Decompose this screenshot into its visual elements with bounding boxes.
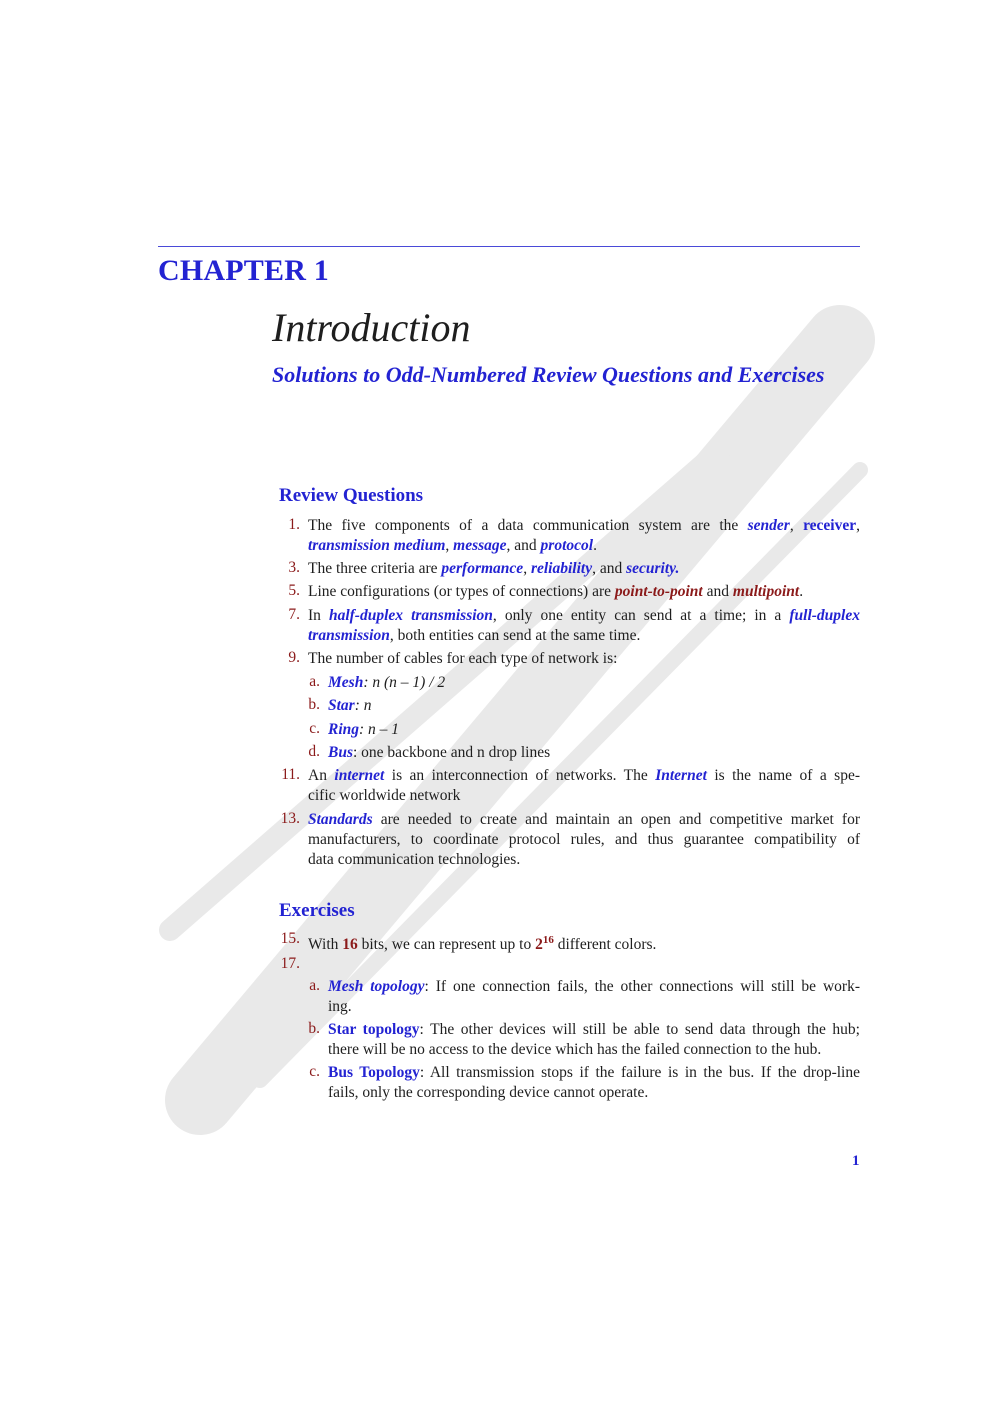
q5-number: 5. [288, 582, 300, 599]
q15-line: With 16 bits, we can represent up to $2^{16}$ different colors. [308, 934, 657, 954]
review-questions-heading: Review Questions [279, 485, 424, 506]
q17-item-mesh-line2: ing. [328, 998, 352, 1015]
q11-number: 11. [281, 766, 300, 783]
q11-line1: An internet is an interconnection of networks. The Internet is the name of a spe- [308, 767, 860, 784]
q17-item-bus-line1: Bus Topology: All transmission stops if the failure is in the bus. If the drop-line [328, 1064, 860, 1081]
page-number: 1 [852, 1153, 860, 1169]
q1-number: 1. [288, 516, 300, 533]
chapter-label: CHAPTER 1 [158, 254, 329, 287]
q9-item-letter: d. [308, 743, 320, 760]
q3-line: The three criteria are performance, reliability, and security. [308, 560, 680, 577]
q9-line: The number of cables for each type of network is: [308, 650, 618, 667]
q13-number: 13. [280, 810, 300, 827]
q17-item-star-line2: there will be no access to the device which has the failed connection to the hub. [328, 1041, 822, 1058]
q17-item-letter: a. [309, 977, 320, 994]
q5-line: Line configurations (or types of connections) are point-to-point and multipoint. [308, 583, 804, 600]
q7-number: 7. [288, 606, 300, 623]
q1-line2: transmission medium, message, and protocol. [308, 537, 597, 554]
q11-line2: cific worldwide network [308, 787, 461, 804]
q9-item-letter: c. [309, 720, 320, 737]
q7-line1: In half-duplex transmission, only one entity can send at a time; in a full-duplex [308, 607, 860, 624]
q17-item-star-line1: Star topology: The other devices will still be able to send data through the hub; [328, 1021, 860, 1038]
q9-item-ring: Ring: n – 1 [328, 721, 400, 738]
q13-line1: Standards are needed to create and maintain an open and competitive market for [308, 811, 860, 828]
q9-item-mesh: Mesh: n (n – 1) / 2 [328, 674, 446, 691]
q15-number: 15. [280, 930, 300, 947]
chapter-title: Introduction [272, 305, 471, 350]
q17-item-letter: c. [309, 1063, 320, 1080]
q17-number: 17. [280, 955, 300, 972]
q9-item-letter: a. [309, 673, 320, 690]
q17-item-letter: b. [308, 1020, 320, 1037]
q13-line2: manufacturers, to coordinate protocol rules, and thus guarantee compatibility of [308, 831, 860, 848]
q9-number: 9. [288, 649, 300, 666]
chapter-rule [158, 246, 860, 247]
q1-line1: The five components of a data communication system are the sender, receiver, [308, 517, 860, 534]
exercises-heading: Exercises [279, 900, 355, 921]
q13-line3: data communication technologies. [308, 851, 521, 868]
q3-number: 3. [288, 559, 300, 576]
q9-item-bus: Bus: one backbone and n drop lines [328, 744, 551, 761]
chapter-subtitle: Solutions to Odd-Numbered Review Questions and Exercises [272, 362, 825, 387]
q9-item-letter: b. [308, 696, 320, 713]
q17-item-mesh-line1: Mesh topology: If one connection fails, the other connections will still be work- [328, 978, 861, 995]
q9-item-star: Star: n [328, 697, 372, 714]
q17-item-bus-line2: fails, only the corresponding device cannot operate. [328, 1084, 649, 1101]
q7-line2: transmission, both entities can send at the same time. [308, 627, 641, 644]
